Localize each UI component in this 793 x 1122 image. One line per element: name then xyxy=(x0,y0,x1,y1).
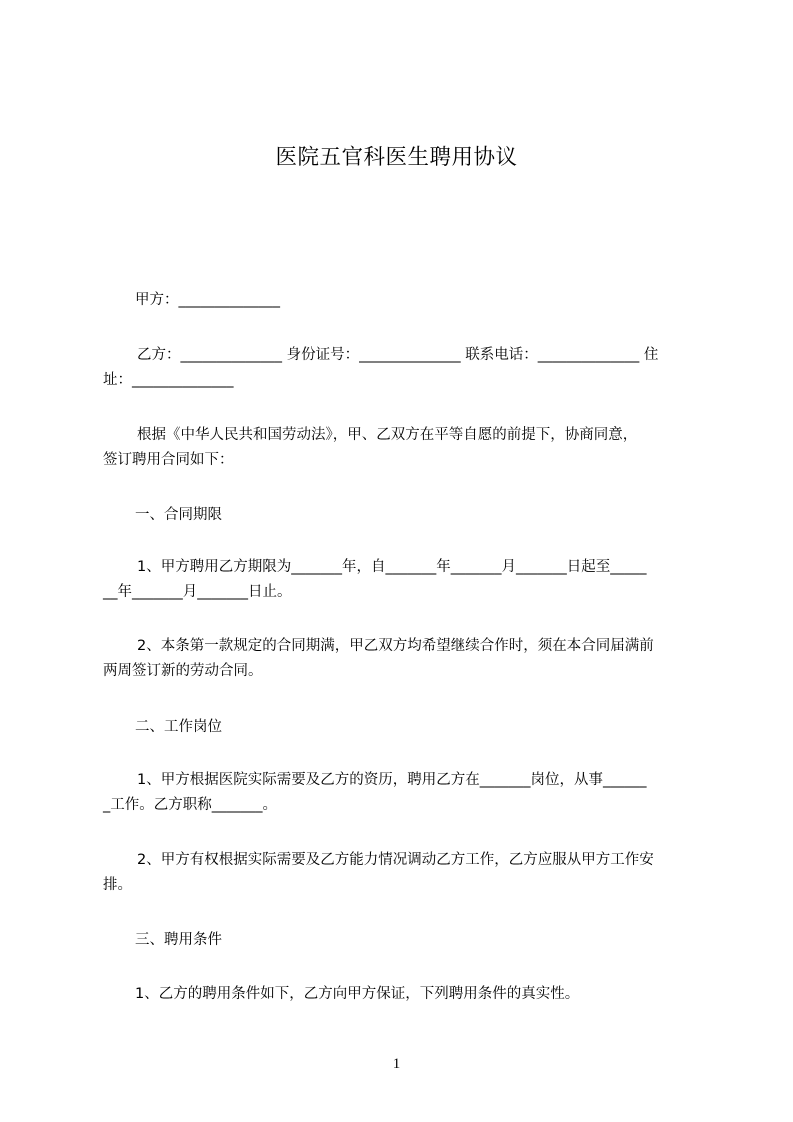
section-3-paragraph-1 xyxy=(103,982,735,1007)
page-number: 1 xyxy=(392,1056,401,1072)
s2-p2-line-1: 2、甲方有权根据实际需要及乙方能力情况调动乙方工作，乙方应服从甲方工作安 xyxy=(137,852,654,868)
s1-p1-line-2: __年_______月_______日止。 xyxy=(103,584,292,600)
section-1-paragraph-2 xyxy=(103,634,703,684)
intro-paragraph xyxy=(103,423,703,473)
s1-p2-line-2: 两周签订新的劳动合同。 xyxy=(103,663,263,679)
party-b-paragraph xyxy=(103,343,703,393)
section-1-heading-text: 一、合同期限 xyxy=(135,507,222,523)
section-1-paragraph-1 xyxy=(103,555,703,605)
party-b-line-1: 乙方：______________ 身份证号：______________ 联系电话：______________ 住 xyxy=(137,347,659,363)
s1-p1-line-1: 1、甲方聘用乙方期限为_______年，自_______年_______月_______日起至_____ xyxy=(137,559,647,575)
s1-p2-line-1: 2、本条第一款规定的合同期满，甲乙双方均希望继续合作时，须在本合同届满前 xyxy=(137,638,654,654)
section-2-heading xyxy=(103,715,735,740)
section-2-paragraph-1 xyxy=(103,768,703,818)
section-1-heading xyxy=(103,503,735,528)
party-a-line xyxy=(103,288,735,313)
section-2-paragraph-2 xyxy=(103,848,703,898)
document-title: 医院五官科医生聘用协议 xyxy=(275,145,518,170)
party-b-line-2: 址：______________ xyxy=(103,372,234,388)
s2-p1-line-1: 1、甲方根据医院实际需要及乙方的资历，聘用乙方在_______岗位，从事______ xyxy=(137,772,647,788)
party-a-text: 甲方：______________ xyxy=(135,292,280,308)
section-2-heading-text: 二、工作岗位 xyxy=(135,719,222,735)
s3-p1-line-1: 1、乙方的聘用条件如下，乙方向甲方保证，下列聘用条件的真实性。 xyxy=(135,986,580,1002)
intro-line-2: 签订聘用合同如下： xyxy=(103,452,234,468)
section-3-heading xyxy=(103,928,735,953)
section-3-heading-text: 三、聘用条件 xyxy=(135,932,222,948)
s2-p2-line-2: 排。 xyxy=(103,877,132,893)
s2-p1-line-2: _工作。乙方职称_______。 xyxy=(103,797,277,813)
intro-line-1: 根据《中华人民共和国劳动法》，甲、乙双方在平等自愿的前提下，协商同意， xyxy=(137,427,638,443)
